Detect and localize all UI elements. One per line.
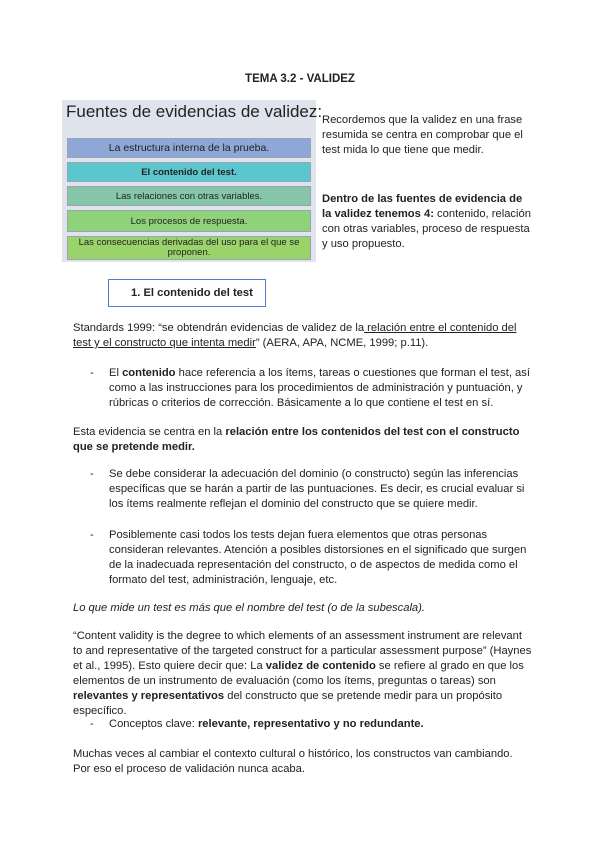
side-note-fuentes-bold: Dentro de las fuentes de evidencia de la validez tenemos 4: (322, 193, 523, 220)
bullet-conceptos-pre: Conceptos clave: (109, 718, 198, 730)
page-title: TEMA 3.2 - VALIDEZ (245, 73, 355, 85)
bullet-contenido-pre: El (109, 367, 123, 379)
bullet-dominio-text: Se debe considerar la adecuación del dominio (o constructo) según las inferencias específicas que se harán a partir de las puntuaciones. Es decir, es crucial evaluar si los ítems realmente reflejan el dominio del constructo que se quiere medir. (109, 468, 525, 510)
content-validity-bold1: validez de contenido (265, 660, 376, 672)
side-note-fuentes-rest: contenido, relación con otras variables, proceso de respuesta y uso propuesto. (322, 208, 531, 250)
figure-title: Fuentes de evidencias de validez: (66, 102, 323, 121)
bullet-contenido-bold: contenido (122, 367, 176, 379)
bullet-distorsiones-text: Posiblemente casi todos los tests dejan fuera elementos que otras personas consideran relevantes. Atención a posibles distorsiones en el significado que surgen de la inadecuada representación del constructo, o de aspectos de medida como el formato del test, administración, lenguaje, etc. (109, 529, 527, 586)
closing-paragraph: Muchas veces al cambiar el contexto cultural o histórico, los constructos van cambiando. Por eso el proceso de validación nunca acaba. (73, 748, 513, 775)
bullet-conceptos-bold: relevante, representativo y no redundante. (197, 718, 424, 730)
standards-post: ” (AERA, APA, NCME, 1999; p.11). (255, 337, 429, 349)
content-validity-bold2: relevantes y representativos (73, 690, 225, 702)
evidencia-bold: relación entre los contenidos del test con el constructo que se pretende medir. (73, 426, 520, 453)
bullet-distorsiones (90, 528, 533, 588)
validity-sources-figure (62, 100, 323, 262)
standards-pre: Standards 1999: “se obtendrán evidencias de validez de la (73, 322, 365, 334)
evidencia-paragraph (73, 425, 533, 455)
content-validity-paragraph (73, 629, 533, 719)
figure-bar-response-processes: Los procesos de respuesta. (67, 210, 311, 232)
italic-note: Lo que mide un test es más que el nombre del test (o de la subescala). (73, 602, 425, 614)
figure-bar-internal-structure: La estructura interna de la prueba. (67, 138, 311, 158)
bullet-contenido (90, 366, 533, 411)
bullet-dash: - (90, 367, 94, 379)
bullet-dominio (90, 467, 533, 512)
content-validity-quote: “Content validity is the degree to which elements of an assessment instrument are relevant to and representative of the targeted construct for a particular assessment purpose” (Haynes et al., 1995). Esto quiere decir que: La (73, 630, 532, 672)
figure-bar-content: El contenido del test. (67, 162, 311, 182)
figure-bar-consequences: Las consecuencias derivadas del uso para el que se proponen. (67, 236, 311, 260)
side-note-fuentes (322, 192, 534, 252)
figure-bar-relations: Las relaciones con otras variables. (67, 186, 311, 206)
standards-underlined: relación entre el contenido del test y el constructo que intenta medir (73, 322, 517, 349)
bullet-dash: - (90, 718, 94, 730)
side-note-recordemos: Recordemos que la validez en una frase resumida se centra en comprobar que el test mida lo que tiene que medir. (322, 114, 523, 156)
bullet-conceptos (90, 717, 533, 732)
standards-paragraph (73, 321, 533, 351)
content-validity-mid: se refiere al grado en que los elementos de un instrumento de evaluación (como los ítems, preguntas o tareas) son (73, 660, 524, 687)
content-validity-post: del constructo que se pretende medir para un propósito específico. (73, 690, 503, 717)
bullet-contenido-post: hace referencia a los ítems, tareas o cuestiones que forman el test, así como a las instrucciones para los procedimientos de administración y puntuación, y rúbricas o criterios de corrección. Básicamente a lo que contiene el test en sí. (109, 367, 530, 409)
bullet-dash: - (90, 468, 94, 480)
evidencia-pre: Esta evidencia se centra en la (73, 426, 226, 438)
section-heading: 1. El contenido del test (108, 279, 266, 307)
bullet-dash: - (90, 529, 94, 541)
